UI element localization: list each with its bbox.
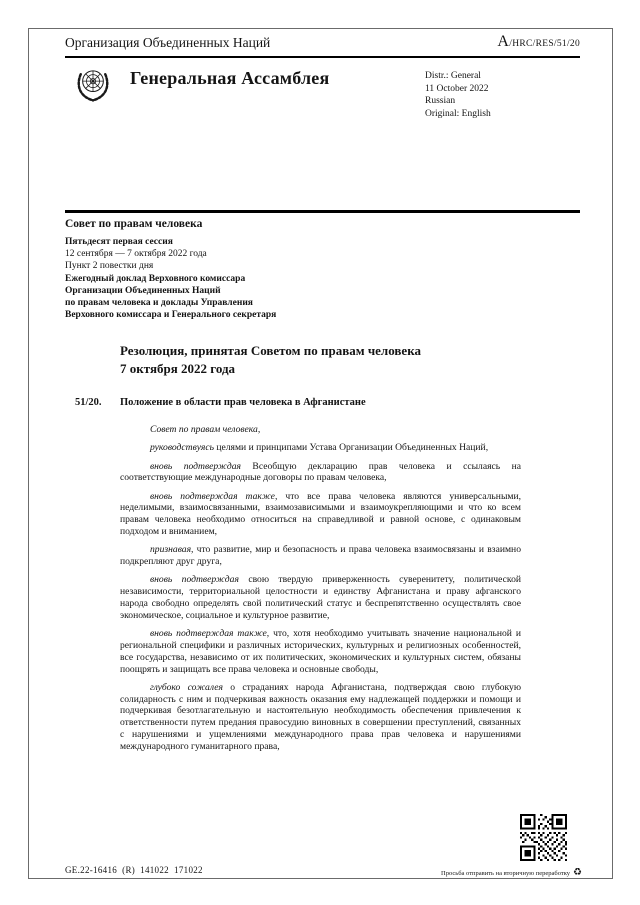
preambular-paragraph bbox=[120, 442, 521, 454]
resolution-subject: Положение в области прав человека в Афганистане bbox=[120, 397, 366, 408]
paragraph-text: целями и принципами Устава Организации Объединенных Наций, bbox=[213, 442, 489, 454]
assembly-title: Генеральная Ассамблея bbox=[130, 68, 330, 88]
paragraph-text: о страданиях народа Афганистана, подтверждая свою глубокую солидарность с ним и подчеркивая важность оказания ему надлежащей поддержки и помощи и подчеркивая безотлагательную и настоятельную необходимость обеспечения привлечения к ответственности путем предания правосудию виновных в совершении преступлений, связанных с нарушениями и ущемлениями международного права прав человека и нарушениями международного гуманитарного права, bbox=[120, 681, 522, 752]
masthead bbox=[65, 33, 580, 51]
footer-document-code: GE.22-16416 (R) 141022 171022 bbox=[65, 865, 203, 875]
document-symbol-letter: A bbox=[497, 33, 510, 50]
resolution-title-line2: 7 октября 2022 года bbox=[120, 360, 236, 376]
paragraph-lead: глубоко сожалея bbox=[150, 681, 223, 693]
recycle-icon: ♻ bbox=[573, 867, 582, 878]
resolution-body bbox=[120, 424, 521, 759]
recycle-note bbox=[441, 868, 582, 878]
preambular-paragraph bbox=[120, 491, 521, 538]
agenda-line: Ежегодный доклад Верховного комиссара bbox=[65, 273, 246, 284]
opening-line: Совет по правам человека, bbox=[150, 424, 261, 435]
preambular-paragraph bbox=[120, 544, 521, 568]
document-symbol-rest: /HRC/RES/51/20 bbox=[509, 39, 580, 49]
agenda-line: по правам человека и доклады Управления bbox=[65, 298, 253, 309]
preambular-paragraph bbox=[120, 682, 521, 753]
qr-code bbox=[520, 814, 567, 861]
paragraph-text: что все права человека являются универсальными, неделимыми, взаимосвязанными, взаимозависимыми и взаимоукрепляющими и что ко всем правам человека необходимо относиться на справедливой и равной основе, с одинаковым подходом и вниманием, bbox=[120, 490, 521, 538]
paragraph-lead: вновь подтверждая также, bbox=[150, 490, 278, 502]
date-line: 11 October 2022 bbox=[425, 83, 489, 94]
distr-line: Distr.: General bbox=[425, 71, 481, 81]
section-rule bbox=[65, 210, 580, 213]
paragraph-lead: вновь подтверждая также, bbox=[150, 628, 270, 640]
session-dates: 12 сентября — 7 октября 2022 года bbox=[65, 249, 207, 260]
paragraph-text: Всеобщую декларацию прав человека и ссылаясь на соответствующие международные договоры по правам человека, bbox=[120, 460, 521, 484]
preambular-paragraph bbox=[120, 461, 521, 485]
org-name: Организация Объединенных Наций bbox=[65, 35, 271, 50]
paragraph-lead: вновь подтверждая bbox=[150, 460, 241, 472]
preambular-paragraph bbox=[120, 628, 521, 675]
council-title: Совет по правам человека bbox=[65, 218, 203, 230]
session-block bbox=[65, 218, 276, 321]
session-number: Пятьдесят первая сессия bbox=[65, 237, 173, 247]
resolution-number: 51/20. bbox=[75, 397, 102, 408]
resolution-heading bbox=[75, 397, 366, 408]
agenda-line: Организации Объединенных Наций bbox=[65, 285, 221, 296]
preambular-paragraph bbox=[120, 574, 521, 621]
agenda-line: Верховного комиссара и Генерального секретаря bbox=[65, 310, 277, 321]
original-language-line: Original: English bbox=[425, 108, 491, 119]
resolution-title-line1: Резолюция, принятая Советом по правам человека bbox=[120, 343, 421, 358]
paragraph-lead: руководствуясь bbox=[150, 442, 214, 454]
un-emblem-icon bbox=[70, 62, 116, 108]
paragraph-text: свою твердую приверженность суверенитету, политической независимости, территориальной целостности и единству Афганистана и праву афганского народа свободно определять свой политический статус и беспрепятственно осуществлять свое экономическое, социальное и культурное развитие, bbox=[120, 574, 521, 621]
paragraph-text: что развитие, мир и безопасность и права человека взаимосвязаны и взаимно подкрепляют друг друга, bbox=[120, 544, 521, 568]
document-symbol bbox=[497, 33, 580, 51]
language-line: Russian bbox=[425, 96, 456, 106]
agenda-item: Пункт 2 повестки дня bbox=[65, 261, 154, 272]
paragraph-lead: признавая, bbox=[150, 544, 194, 556]
masthead-rule bbox=[65, 56, 580, 58]
paragraph-lead: вновь подтверждая bbox=[150, 574, 239, 586]
resolution-title bbox=[120, 342, 421, 377]
distribution-block bbox=[425, 70, 491, 120]
recycle-text: Просьба отправить на вторичную переработку bbox=[441, 869, 571, 877]
paragraph-text: что, хотя необходимо учитывать значение национальной и региональной специфики и различных исторических, культурных и религиозных особенностей, все государства, независимо от их политических, экономических и культурных систем, обязаны поощрять и защищать все права человека и основные свободы, bbox=[120, 628, 521, 675]
